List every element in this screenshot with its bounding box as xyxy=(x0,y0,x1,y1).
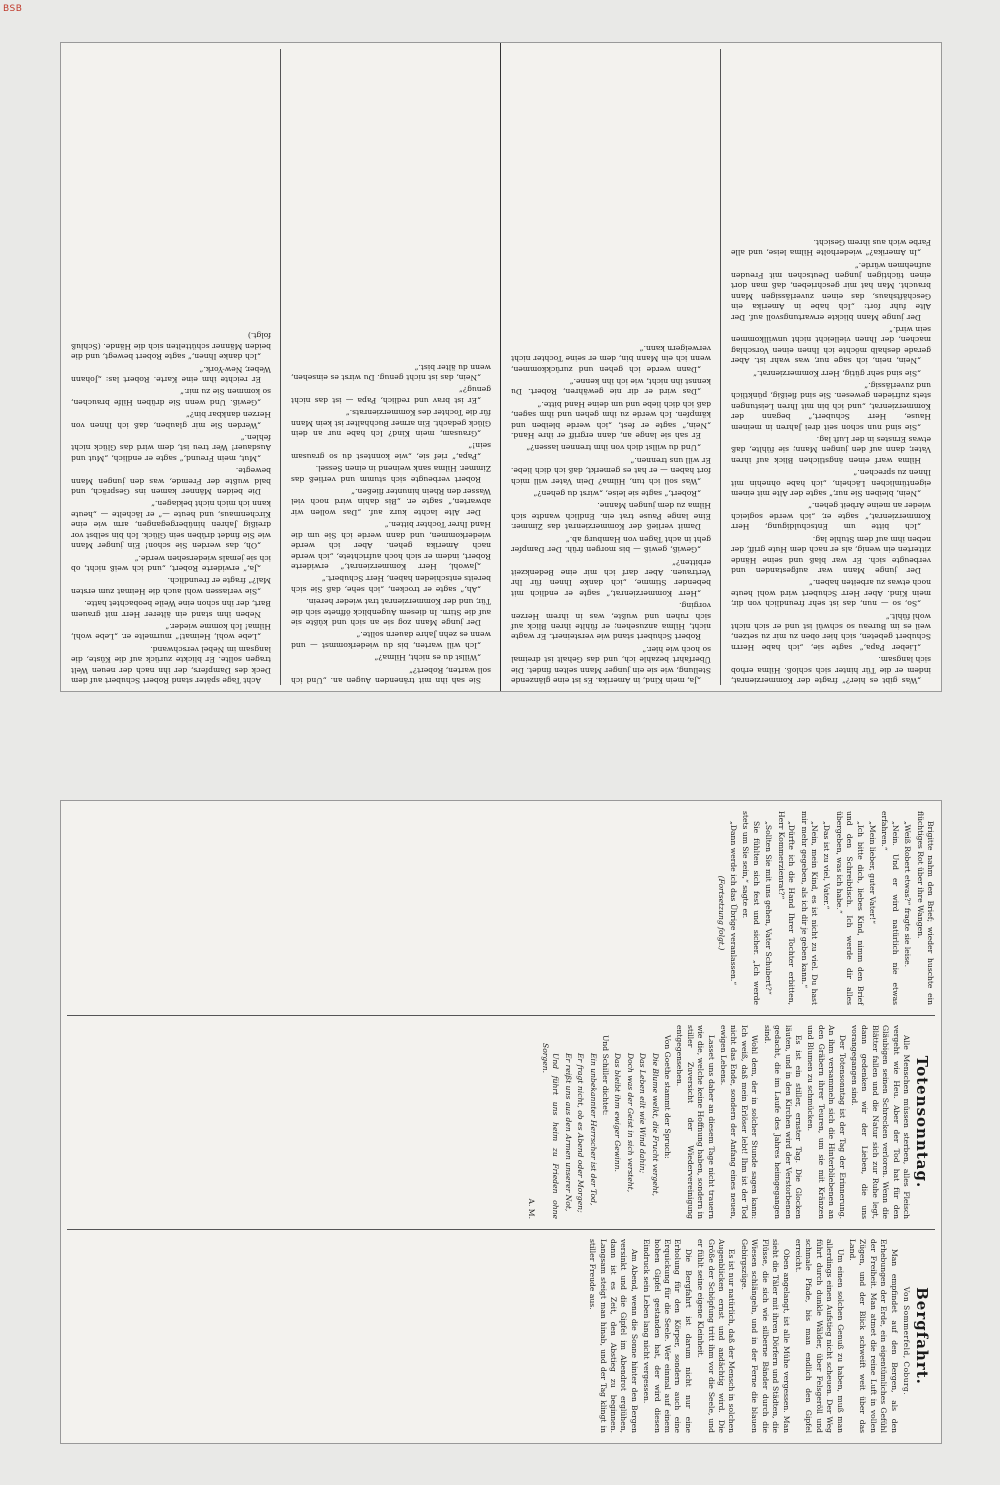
paragraph: Am Abend, wenn die Sonne hinter den Bergen versinkt und die Gipfel im Abendrot erglühen, dann ist es Zeit, den Abstieg zu beginnen. Langsam steigt man hinab, und der Tag klingt in stiller Freude aus. xyxy=(588,1239,639,1433)
paragraph: „Mut, mein Freund,“ sagte er endlich, „Mut und Ausdauer! Wer treu ist, dem wird das Glück nicht fehlen.“ xyxy=(71,433,271,463)
poem-line: Das bleibt ihm ewiger Gewinn. xyxy=(613,1053,623,1172)
poem-line: Er fragt nicht, ob es Abend oder Morgen; xyxy=(576,1053,586,1213)
continuation-note: (Fortsetzung folgt.) xyxy=(716,875,726,951)
paragraph: „Er ist brav und redlich, Papa — ist das nicht genug?“ xyxy=(291,385,491,405)
paragraph: „Robert,“ sagte sie leise, „wirst du gehen?“ xyxy=(533,489,701,499)
paragraph: „Und du willst dich von ihm trennen lassen?“ xyxy=(526,443,701,453)
paragraph: Der junge Mann zog sie an sich und küßte sie auf die Stirn. In diesem Augenblick öffnete sich die Tür, und der Kommerzienrat trat wieder herein. xyxy=(291,597,491,627)
paragraph: „Nein, nein, ich sage nur, was wahr ist. Aber gerade deshalb möchte ich Ihnen einen Vorschlag machen, der Ihnen vielleicht nicht unwillkommen sein wird.“ xyxy=(731,325,931,366)
paragraph: Der Totensonntag ist der Tag der Erinnerung. An ihm versammeln sich die Hinterbliebenen an den Gräbern ihrer Teuren, um sie mit Kränzen und Blumen zu schmücken. xyxy=(806,1025,847,1219)
article-heading-totensonntag: Totensonntag. xyxy=(913,1055,931,1189)
paragraph: „Dann werde ich das Übrige veranlassen.“ xyxy=(729,821,739,986)
paragraph: „Ich bitte dich, liebes Kind, nimm den Brief und den Schreibtisch. Ich werde dir alles übergeben, was ich habe.“ xyxy=(834,811,865,1005)
newspaper-page-bottom xyxy=(60,800,942,1444)
paragraph: „Das wird er dir nie gewähren, Robert. Du kennst ihn nicht, wie ich ihn kenne.“ xyxy=(511,377,711,397)
paragraph: „So, so — nun, das ist sehr freundlich von dir, mein Kind. Aber Herr Schubert wird wohl heute noch etwas zu arbeiten haben.“ xyxy=(731,578,931,609)
paragraph: „Ja,“ erwiderte Robert, „und ich weiß nicht, ob ich sie jemals wiedersehen werde.“ xyxy=(71,553,271,573)
bottom-sheet-column-3 xyxy=(61,1229,941,1443)
paragraph: „Gewiß, gewiß — bis morgen früh. Der Dampfer geht in acht Tagen von Hamburg ab.“ xyxy=(511,534,711,555)
paragraph: „Ah,“ sagte er trocken, „ich sehe, daß Sie sich bereits entschieden haben, Herr Schubert.“ xyxy=(291,574,491,594)
paragraph: „Nein, das ist nicht genug. Du wirst es einsehen, wenn du älter bist.“ xyxy=(291,362,491,383)
poem-line: Er reißt uns aus den Armen unserer Not, xyxy=(563,1053,573,1212)
paragraph: „Ich danke Ihnen,“ sagte Robert bewegt, und die beiden Männer schüttelten sich die Hände. (Schluß folgt.) xyxy=(71,331,271,362)
paragraph: „Willst du es nicht, Hilma?“ xyxy=(374,653,481,663)
paragraph: „Werden Sie mir glauben, daß ich Ihnen von Herzen dankbar bin?“ xyxy=(71,410,271,430)
article-byline: Von Sommerfeld, Coburg. xyxy=(902,1286,911,1396)
paragraph: Um einen solchen Genuß zu haben, muß man allerdings einen Aufstieg nicht scheuen. Der Weg führt durch dunkle Wälder, über Felsgeröll und schmale Pfade, bis man endlich den Gipfel erreicht. xyxy=(793,1239,845,1433)
paragraph: „Ich bitte um Entschuldigung, Herr Kommerzienrat,“ sagte er, „ich werde sogleich wieder an meine Arbeit gehen.“ xyxy=(731,501,931,532)
paragraph: „Ich will warten, bis du wiederkommst — und wenn es zehn Jahre dauern sollte.“ xyxy=(291,630,491,650)
top-sheet-column-4 xyxy=(61,43,281,691)
paragraph: „Dürfte ich die Hand Ihrer Tochter erbitten, Herr Kommerzienrat?“ xyxy=(776,811,797,1005)
paragraph: „Lebe wohl, Heimat!“ murmelte er. „Lebe wohl, Hilma! Ich komme wieder.“ xyxy=(71,621,271,642)
paragraph: Robert verbeugte sich stumm und verließ das Zimmer. Hilma sank weinend in einen Sessel. xyxy=(291,464,491,484)
newspaper-page-top xyxy=(60,42,942,692)
poem-intro: Von Goethe stammt der Spruch: xyxy=(663,1035,673,1159)
paragraph: „Weiß Robert etwas?“ fragte sie leise. xyxy=(903,821,913,968)
paragraph: „Sie sind sehr gütig, Herr Kommerzienrat.“ xyxy=(753,368,921,378)
paragraph: „Dann werde ich gehen und zurückkommen, wenn ich ein Mann bin, dem er seine Tochter nicht verweigern kann.“ xyxy=(511,343,711,374)
paragraph: Hilma warf einen ängstlichen Blick auf ihren Vater, dann auf den jungen Mann; sie fühlte, daß etwas Ernstes in der Luft lag. xyxy=(731,435,931,465)
paragraph: „Oh, das werden Sie schon! Ein junger Mann wie Sie findet drüben sein Glück. Ich bin selbst vor dreißig Jahren hinübergegangen, arm wie eine Kirchenmaus, und heute —“ er lächelte — „heute kann ich mich nicht beklagen.“ xyxy=(71,499,271,551)
paragraph: Sie sah ihn mit tränenden Augen an. „Und ich soll warten, Robert?“ xyxy=(291,665,491,685)
paragraph: „In Amerika?“ wiederholte Hilma leise, und alle Farbe wich aus ihrem Gesicht. xyxy=(731,237,931,258)
paragraph: Man empfindet auf den Bergen, als den Erhebungen der Erde, ein eigentümliches Gefühl der Freiheit. Man atmet die reine Luft in vollen Zügen, und der Blick schweift weit über das Land. xyxy=(847,1239,899,1433)
poem-line: Das Leben eilt wie Wind dahin; xyxy=(638,1053,648,1174)
paragraph: „Gewiß. Und wenn Sie drüben Hilfe brauchen, so kommen Sie zu mir.“ xyxy=(71,387,271,407)
top-sheet-column-3 xyxy=(281,43,501,691)
poem-line: Und führt uns heim zu Frieden ohne Sorgen. xyxy=(541,1043,561,1219)
poem-line: Die Blume welkt, die Frucht vergeht, xyxy=(650,1053,660,1197)
paragraph: „Herr Kommerzienrat,“ sagte er endlich mit bebender Stimme, „ich danke Ihnen für Ihr Vertrauen. Aber darf ich mir eine Bedenkzeit erbitten?“ xyxy=(511,557,711,598)
paragraph: „Sie verlassen wohl auch die Heimat zum ersten Mal?“ fragte er freundlich. xyxy=(71,576,271,596)
paragraph: Acht Tage später stand Robert Schubert auf dem Deck des Dampfers, der ihn nach der neuen Welt tragen sollte. Er blickte zurück auf die Küste, die langsam im Nebel verschwand. xyxy=(71,644,271,685)
article-heading-bergfahrt: Bergfahrt. xyxy=(913,1287,931,1385)
paragraph: „Ja, mein Kind, in Amerika. Es ist eine glänzende Stellung, wie sie ein junger Mann selten findet. Die Überfahrt bezahle ich, und das Gehalt ist dreimal so hoch wie hier.“ xyxy=(511,644,711,685)
paragraph: Die beiden Männer kamen ins Gespräch, und bald wußte der Fremde, was den jungen Mann bewegte. xyxy=(71,466,271,497)
paragraph: „Das ist zu viel, Vater.“ xyxy=(822,821,832,910)
paragraph: „Jawohl, Herr Kommerzienrat,“ erwiderte Robert, indem er sich hoch aufrichtete, „ich werde nach Amerika gehen. Aber ich werde wiederkommen, und dann werde ich Sie um die Hand Ihrer Tochter bitten.“ xyxy=(291,520,491,571)
paragraph: Neben ihm stand ein älterer Herr mit grauem Bart, der ihn schon eine Weile beobachtet hatte. xyxy=(71,599,271,619)
poem-line: Ein unbekannter Herrscher ist der Tod, xyxy=(588,1053,598,1206)
paragraph: „Grausam, mein Kind? Ich habe nur an dein Glück gedacht. Ein armer Buchhalter ist kein Mann für die Tochter des Kommerzienrats.“ xyxy=(291,408,491,439)
paragraph: „Lieber Papa,“ sagte sie, „ich habe Herrn Schubert gebeten, sich hier oben zu mir zu setzen, weil es im Bureau so schwül ist und er sich nicht wohl fühlt.“ xyxy=(731,611,931,652)
paragraph: Es ist nur natürlich, daß der Mensch in solchen Augenblicken ernst und andächtig wird. Die Größe der Schöpfung tritt ihm vor die Seele, und er fühlt seine eigene Kleinheit. xyxy=(696,1239,737,1433)
paragraph: „Sollten Sie mit uns gehen, Vater Schubert?“ xyxy=(764,821,774,995)
paragraph: „Nein, mein Kind, es ist nicht zu viel. Du hast mir mehr gegeben, als ich dir je geben kann.“ xyxy=(799,811,819,1005)
paragraph: „Was soll ich tun, Hilma? Dein Vater will mich fort haben — er hat es gemerkt, daß ich dich liebe. Er will uns trennen.“ xyxy=(511,455,711,486)
paragraph: Sie fühlten sich fest und sicher. „Ich werde stets um Sie sein,“ sagte er. xyxy=(741,811,761,1005)
bottom-sheet-column-1 xyxy=(61,801,941,1015)
paragraph: „Nein. Und er wird natürlich nie etwas erfahren.“ xyxy=(880,811,900,1005)
paragraph: Brigitte nahm den Brief; wieder huschte ein flüchtiges Rot über ihre Wangen. xyxy=(915,811,935,1005)
paragraph: Der junge Mann blickte erwartungsvoll auf. Der Alte fuhr fort: „Ich habe in Amerika ein Geschäftshaus, das einen zuverlässigen Mann braucht. Man hat mir geschrieben, daß man dort einen tüchtigen jungen Deutschen mit Freuden aufnehmen würde.“ xyxy=(731,260,931,322)
top-sheet-column-1 xyxy=(721,43,941,691)
paragraph: „Sie sind nun schon seit drei Jahren in meinem Hause, Herr Schubert,“ begann der Kommerzienrat, „und ich bin mit Ihren Leistungen stets zufrieden gewesen. Sie sind fleißig, pünktlich und zuverlässig.“ xyxy=(731,381,931,432)
paragraph: Der Alte lachte kurz auf. „Das wollen wir abwarten,“ sagte er. „Bis dahin wird noch viel Wasser den Rhein hinunter fließen.“ xyxy=(291,487,491,517)
paragraph: Der junge Mann war aufgestanden und verbeugte sich. Er war blaß und seine Hände zitterten ein wenig, als er nach dem Hute griff, der neben ihm auf dem Stuhle lag. xyxy=(731,534,931,575)
paragraph: Wohl dem, der in solcher Stunde sagen kann: Ich weiß, daß mein Erlöser lebt! Ihm ist der Tod nicht das Ende, sondern der Anfang eines neuen, ewigen Lebens. xyxy=(719,1025,760,1219)
paragraph: Damit verließ der Kommerzienrat das Zimmer. Eine lange Pause trat ein. Endlich wandte sich Hilma zu dem jungen Manne. xyxy=(511,501,711,532)
paragraph: „Nein, bleiben Sie nur,“ sagte der Alte mit einem eigentümlichen Lächeln, „ich habe ohnehin mit Ihnen zu sprechen.“ xyxy=(731,468,931,499)
library-watermark: BSB xyxy=(3,4,23,14)
paragraph: Oben angelangt, ist alle Mühe vergessen. Man sieht die Täler mit ihren Dörfern und Städten, die Flüsse, die sich wie silberne Bänder durch die Wiesen schlängeln, und in der Ferne die blauen Gebirgszüge. xyxy=(739,1239,791,1433)
paragraph: Er sah sie lange an, dann ergriff er ihre Hand. „Nein,“ sagte er fest, „ich werde bleiben und kämpfen. Ich werde zu ihm gehen und ihm sagen, daß ich dich liebe und um deine Hand bitte.“ xyxy=(511,399,711,441)
paragraph: „Was gibt es hier?“ fragte der Kommerzienrat, indem er die Tür hinter sich schloß. Hilma erhob sich langsam. xyxy=(731,655,931,685)
poem-line: Doch was der Geist in sich versteht, xyxy=(625,1053,635,1193)
paragraph: „Mein lieber, guter Vater!“ xyxy=(867,821,877,925)
paragraph: Er reichte ihm eine Karte. Robert las: „Johann Weber, New-York.“ xyxy=(71,364,271,385)
paragraph: Die Bergfahrt ist darum nicht nur eine Erholung für den Körper, sondern auch eine Erquickung für die Seele. Wer einmal auf einem hohen Gipfel gestanden hat, der wird diesen Eindruck sein Leben lang nicht vergessen. xyxy=(642,1239,693,1433)
paragraph: Lasset uns daher an diesem Tage nicht trauern wie die, welche keine Hoffnung haben, sondern in stiller Zuversicht der Wiedervereinigung entgegensehen. xyxy=(675,1025,716,1219)
poem-intro: Und Schiller dichtet: xyxy=(601,1035,611,1116)
paragraph: Robert Schubert stand wie versteinert. Er wagte nicht, Hilma anzusehen; er fühlte ihren Blick auf sich ruhen und wußte, was in ihrem Herzen vorging. xyxy=(511,601,711,642)
top-sheet-text-frame xyxy=(61,43,941,691)
bottom-sheet-text-frame xyxy=(61,801,941,1443)
top-sheet-column-2 xyxy=(501,43,721,691)
bottom-sheet-column-2 xyxy=(61,1015,941,1229)
paragraph: Es ist ein stiller, ernster Tag. Die Glocken läuten, und in den Kirchen wird der Verstorbenen gedacht, die im Laufe des Jahres heimgegangen sind. xyxy=(762,1025,803,1219)
author-signature: A. M. xyxy=(526,1198,536,1219)
paragraph: Alle Menschen müssen sterben, alles Fleisch vergeht wie Heu. Aber der Tod hat für den Gläubigen seinen Schrecken verloren. Wenn die Blätter fallen und die Natur sich zur Ruhe legt, dann gedenken wir der Lieben, die uns vorangegangen sind. xyxy=(849,1025,911,1219)
paragraph: „Papa,“ rief sie, „wie konntest du so grausam sein!“ xyxy=(291,441,491,461)
